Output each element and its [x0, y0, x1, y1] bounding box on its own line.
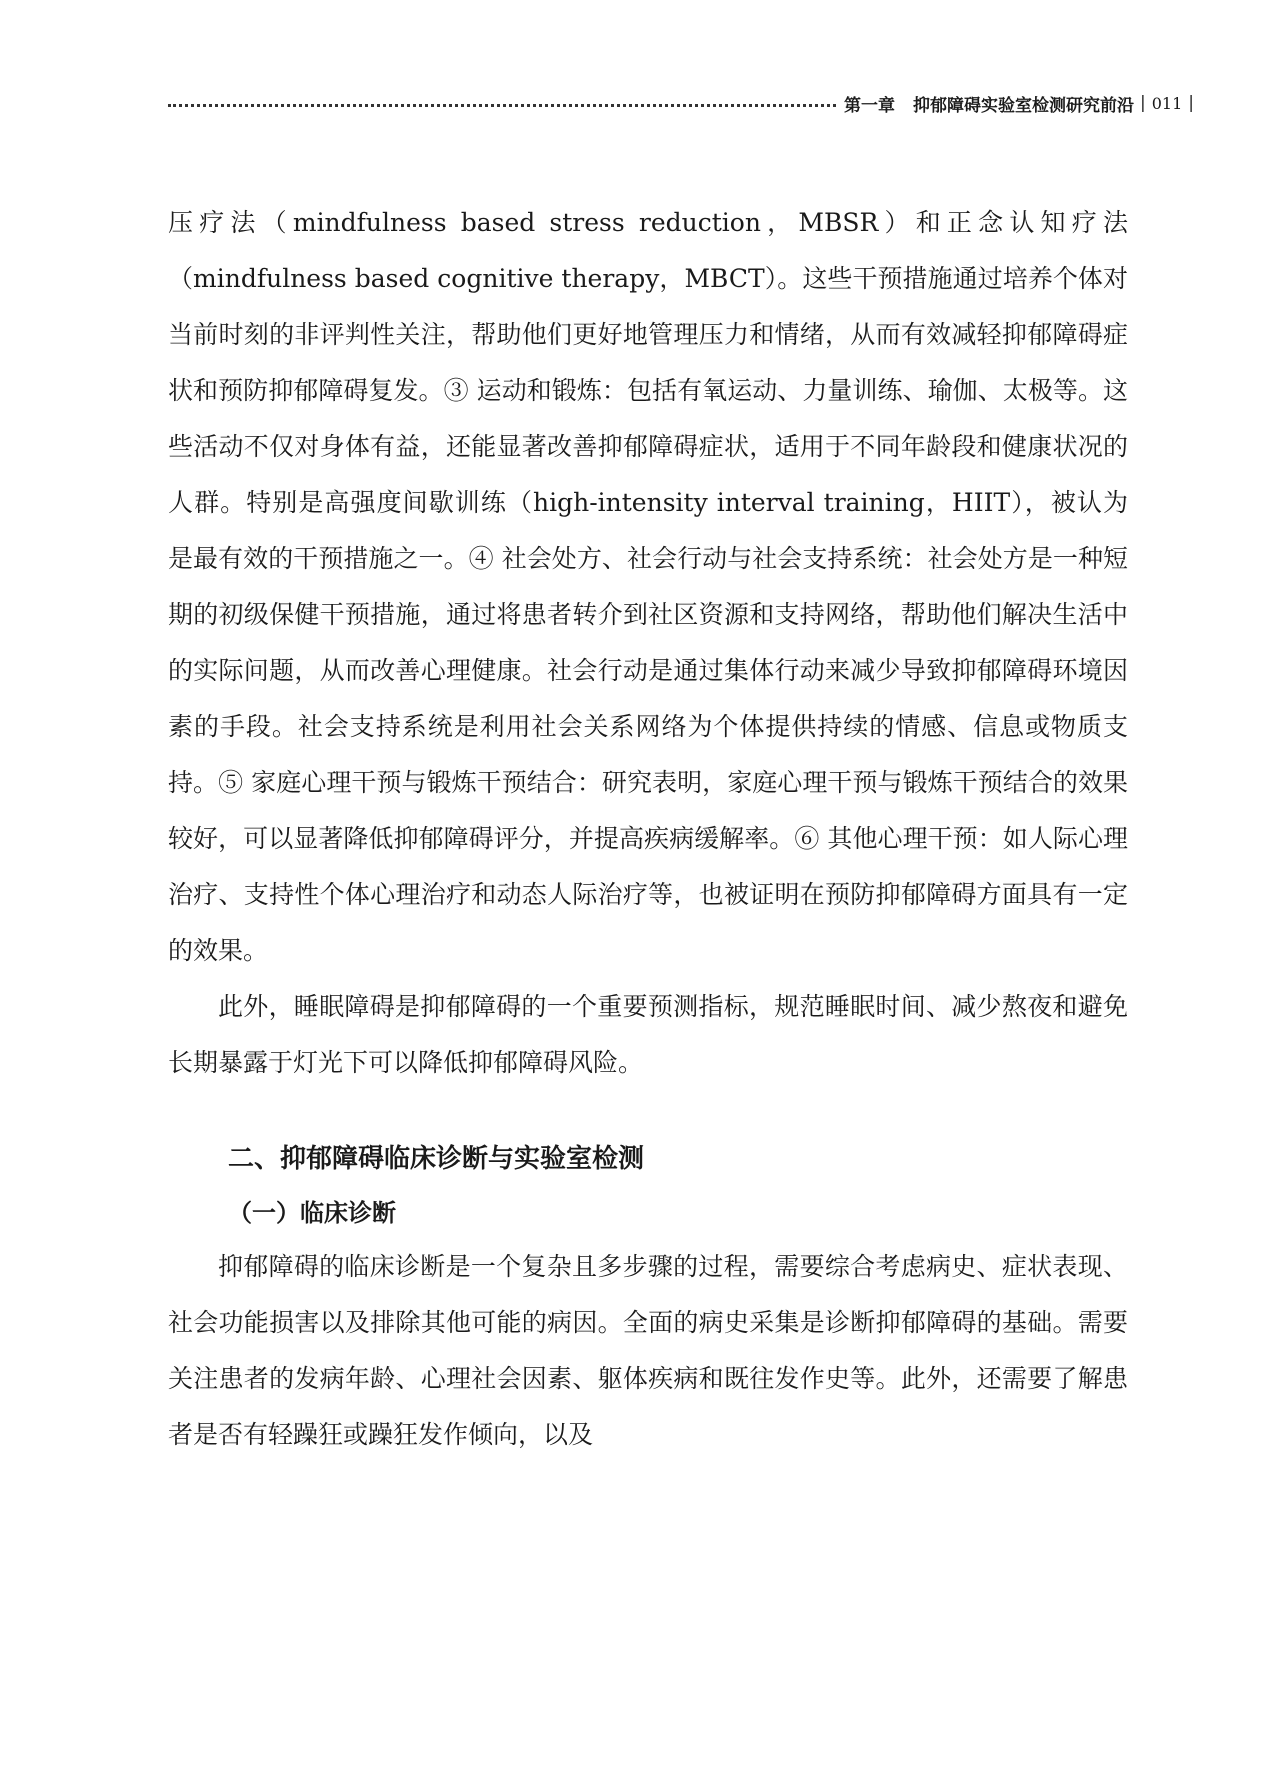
page-number: 011 [1151, 93, 1183, 113]
header-separator-end: | [1188, 93, 1194, 113]
header-separator: | [1139, 93, 1146, 113]
header-chapter: 第一章 [843, 95, 895, 116]
running-header [168, 88, 1200, 118]
paragraph-interventions: 压疗法（mindfulness based stress reduction，MBSR）和正念认知疗法（mindfulness based cognitive therapy，MBCT）。这些干预措施通过培养个体对当前时刻的非评判性关注，帮助他们更好地管理压力和情绪，从而有效减轻抑郁障碍症状和预防抑郁障碍复发。③ 运动和锻炼：包括有氧运动、力量训练、瑜伽、太极等。这些活动不仅对身体有益，还能显著改善抑郁障碍症状，适用于不同年龄段和健康状况的人群。特别是高强度间歇训练（high-intensity interval training，HIIT），被认为是最有效的干预措施之一。④ 社会处方、社会行动与社会支持系统：社会处方是一种短期的初级保健干预措施，通过将患者转介到社区资源和支持网络，帮助他们解决生活中的实际问题，从而改善心理健康。社会行动是通过集体行动来减少导致抑郁障碍环境因素的手段。社会支持系统是利用社会关系网络为个体提供持续的情感、信息或物质支持。⑤ 家庭心理干预与锻炼干预结合：研究表明，家庭心理干预与锻炼干预结合的效果较好，可以显著降低抑郁障碍评分，并提高疾病缓解率。⑥ 其他心理干预：如人际心理治疗、支持性个体心理治疗和动态人际治疗等，也被证明在预防抑郁障碍方面具有一定的效果。 [168, 208, 1128, 965]
header-chapter-title: 抑郁障碍实验室检测研究前沿 [912, 95, 1134, 116]
paragraph-sleep: 此外，睡眠障碍是抑郁障碍的一个重要预测指标，规范睡眠时间、减少熬夜和避免长期暴露于灯光下可以降低抑郁障碍风险。 [168, 992, 1128, 1077]
subsection-heading: （一）临床诊断 [228, 1199, 396, 1227]
page-body [168, 195, 1128, 1463]
paragraph-clinical-diagnosis: 抑郁障碍的临床诊断是一个复杂且多步骤的过程，需要综合考虑病史、症状表现、社会功能损害以及排除其他可能的病因。全面的病史采集是诊断抑郁障碍的基础。需要关注患者的发病年龄、心理社会因素、躯体疾病和既往发作史等。此外，还需要了解患者是否有轻躁狂或躁狂发作倾向，以及 [168, 1252, 1128, 1449]
header-dot-leader [168, 104, 836, 107]
section-heading: 二、抑郁障碍临床诊断与实验室检测 [228, 1144, 645, 1174]
